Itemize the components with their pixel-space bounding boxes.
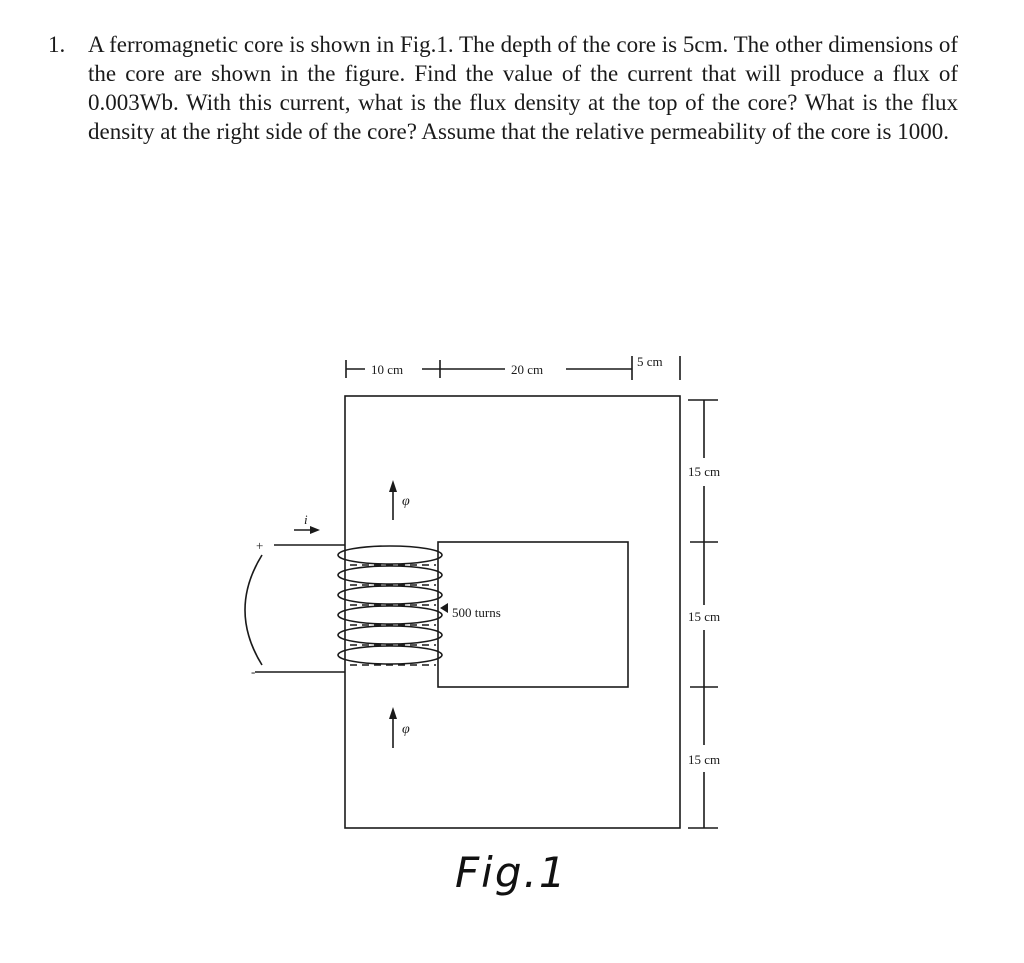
plus-terminal: + <box>256 538 264 553</box>
dim-label-left-leg: 10 cm <box>371 362 404 377</box>
upper-flux-symbol: φ <box>402 494 410 509</box>
dim-label-window-height: 15 cm <box>688 609 721 624</box>
dim-label-right-leg: 5 cm <box>637 354 663 369</box>
minus-terminal: - <box>251 664 256 679</box>
current-arrowhead <box>310 526 320 534</box>
lower-flux-symbol: φ <box>402 722 410 737</box>
dim-label-upper-height: 15 cm <box>688 464 721 479</box>
dim-label-window-width: 20 cm <box>511 362 544 377</box>
problem-number: 1. <box>48 32 66 57</box>
problem-text: A ferromagnetic core is shown in Fig.1. The depth of the core is 5cm. The other dimensions of the core are shown in the figure. Find the value of the current that will produce a flux of 0.003Wb. With this current, what is the flux density at the top of the core? What is the flux density at the right side of the core? Assume that the relative permeability of the core is 1000. <box>88 32 958 144</box>
lower-flux-arrowhead <box>389 707 397 719</box>
coil-winding <box>338 546 442 665</box>
figure-caption: Fig.1 <box>455 848 568 897</box>
coil-turns-label: 500 turns <box>452 605 501 620</box>
coil-label-pointer <box>440 603 448 613</box>
upper-flux-arrowhead <box>389 480 397 492</box>
core-outer-outline <box>345 396 680 828</box>
current-symbol: i <box>304 512 308 527</box>
dim-label-lower-height: 15 cm <box>688 752 721 767</box>
